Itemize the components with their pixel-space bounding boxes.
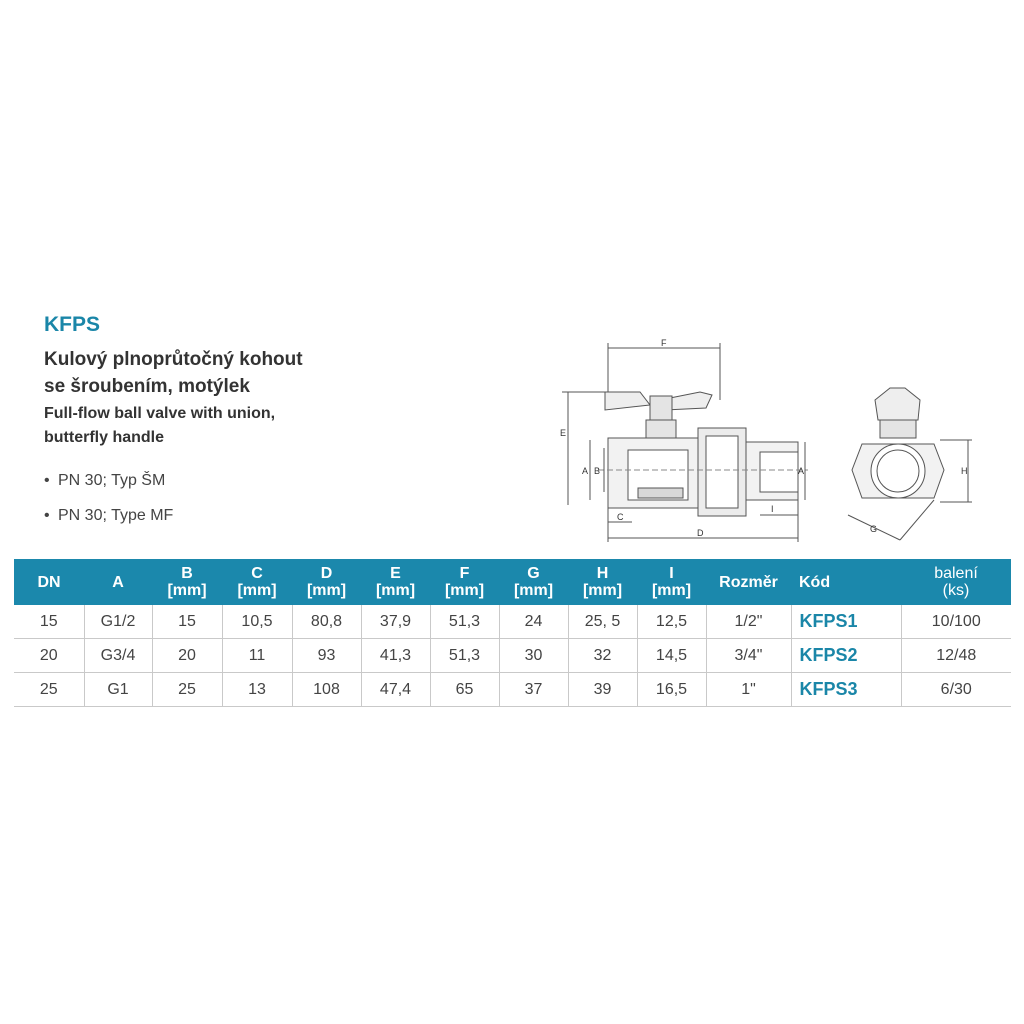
dim-label-a-right: A [798,466,805,476]
col-header-d: D [mm] [292,559,361,605]
dim-label-f: F [661,338,667,348]
cell-baleni: 6/30 [901,673,1011,707]
feature-item: • PN 30; Typ ŠM [44,469,173,504]
cell-a: G1 [84,673,152,707]
cell-kod: KFPS2 [791,639,901,673]
table-row [14,605,1011,639]
col-header-kod: Kód [791,559,901,605]
col-header-e: E [mm] [361,559,430,605]
dim-label-d: D [697,528,704,538]
cell-b: 15 [152,605,222,639]
col-header-b: B [mm] [152,559,222,605]
cell-c: 10,5 [222,605,292,639]
col-header-baleni: balení (ks) [901,559,1011,605]
title-cz-line2: se šroubením, motýlek [44,376,250,397]
table-row [14,673,1011,707]
dim-label-e: E [560,428,567,438]
col-header-h: H [mm] [568,559,637,605]
dim-label-b: B [594,466,601,476]
cell-baleni: 10/100 [901,605,1011,639]
cell-f: 51,3 [430,605,499,639]
dim-label-g: G [870,524,878,534]
table-header-row [14,559,1011,605]
cell-rozmer: 1/2" [706,605,791,639]
table-row [14,639,1011,673]
cell-a: G3/4 [84,639,152,673]
cell-e: 37,9 [361,605,430,639]
cell-a: G1/2 [84,605,152,639]
col-header-rozmer: Rozměr [706,559,791,605]
cell-h: 32 [568,639,637,673]
cell-i: 16,5 [637,673,706,707]
cell-rozmer: 1" [706,673,791,707]
cell-c: 13 [222,673,292,707]
spec-table [14,559,1011,707]
dim-label-i: I [771,504,774,514]
cell-d: 80,8 [292,605,361,639]
bullet-icon: • [44,472,50,489]
col-header-f: F [mm] [430,559,499,605]
cell-kod: KFPS3 [791,673,901,707]
title-cz-line1: Kulový plnoprůtočný kohout [44,349,303,370]
cell-rozmer: 3/4" [706,639,791,673]
col-header-a: A [84,559,152,605]
cell-kod: KFPS1 [791,605,901,639]
cell-i: 12,5 [637,605,706,639]
col-header-i: I [mm] [637,559,706,605]
feature-list [44,469,173,539]
cell-g: 37 [499,673,568,707]
col-header-c: C [mm] [222,559,292,605]
cell-dn: 25 [14,673,84,707]
cell-h: 25, 5 [568,605,637,639]
cell-i: 14,5 [637,639,706,673]
dim-label-c: C [617,512,624,522]
cell-f: 65 [430,673,499,707]
cell-g: 24 [499,605,568,639]
cell-baleni: 12/48 [901,639,1011,673]
product-title-cz [44,346,303,400]
cell-e: 41,3 [361,639,430,673]
product-code: KFPS [44,313,101,336]
title-en-line1: Full-flow ball valve with union, [44,405,276,422]
cell-f: 51,3 [430,639,499,673]
col-header-g: G [mm] [499,559,568,605]
product-title-en [44,402,275,450]
cell-g: 30 [499,639,568,673]
cell-c: 11 [222,639,292,673]
dim-label-a: A [582,466,589,476]
title-en-line2: butterfly handle [44,429,165,446]
cell-b: 25 [152,673,222,707]
cell-d: 93 [292,639,361,673]
valve-technical-drawing [550,335,990,550]
dim-label-h: H [961,466,968,476]
cell-h: 39 [568,673,637,707]
cell-dn: 20 [14,639,84,673]
cell-b: 20 [152,639,222,673]
feature-item: • PN 30; Type MF [44,504,173,539]
cell-d: 108 [292,673,361,707]
cell-dn: 15 [14,605,84,639]
cell-e: 47,4 [361,673,430,707]
bullet-icon: • [44,507,50,524]
col-header-dn: DN [14,559,84,605]
